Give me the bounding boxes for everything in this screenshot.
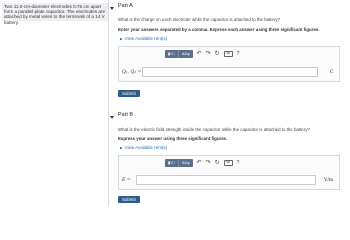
redo-icon[interactable]: ↷	[205, 51, 211, 57]
expand-hint-icon: ▶	[120, 37, 123, 41]
part-a-question: What is the charge on each electrode while the capacitor is attached to the battery?	[118, 17, 281, 22]
part-b-hint-link[interactable]	[120, 145, 167, 150]
part-a-template-group	[165, 50, 193, 58]
symbols-button[interactable]: ΑΣφ	[178, 50, 193, 58]
part-b-title[interactable]: Part B	[118, 112, 133, 118]
help-icon[interactable]: ?	[236, 160, 240, 166]
part-b-instruction: Express your answer using three significant figures.	[118, 136, 228, 141]
reset-icon[interactable]: ↻	[214, 160, 220, 166]
expand-hint-icon: ▶	[120, 146, 123, 150]
part-a-answer-input[interactable]	[142, 67, 318, 77]
part-a-math-toolbar	[165, 50, 239, 58]
symbols-button[interactable]: ΑΣφ	[178, 159, 193, 167]
part-a-submit-button[interactable]: Submit	[118, 90, 140, 97]
part-a-hint-link[interactable]	[120, 36, 167, 41]
redo-icon[interactable]: ↷	[205, 160, 211, 166]
part-a-hint-label: View Available Hint(s)	[124, 36, 168, 41]
part-b-variable-label: E =	[122, 178, 131, 183]
undo-icon[interactable]: ↶	[196, 160, 202, 166]
column-divider	[108, 0, 109, 206]
part-b-question: What is the electric field strength inside the capacitor while the capacitor is attached to the battery?	[118, 127, 310, 132]
collapse-part-b-icon[interactable]	[110, 116, 114, 119]
part-b-answer-input[interactable]	[136, 175, 316, 185]
part-a-instruction: Enter your answers separated by a comma. Express each answer using three significant figures.	[118, 27, 320, 32]
reset-icon[interactable]: ↻	[214, 51, 220, 57]
part-a-unit: C	[330, 70, 334, 75]
part-b-template-group	[165, 159, 193, 167]
templates-button[interactable]: ▮√□	[168, 160, 175, 165]
part-b-submit-button[interactable]: Submit	[118, 196, 140, 203]
help-icon[interactable]: ?	[236, 51, 240, 57]
problem-text: Two 11.0-cm-diameter electrodes 0.75 cm apart form a parallel-plate capacitor. The electrodes are attached by metal wires to the terminals of a 14 V battery.	[4, 4, 106, 25]
undo-icon[interactable]: ↶	[196, 51, 202, 57]
keyboard-icon[interactable]: ⌨	[224, 51, 233, 57]
part-a-title[interactable]: Part A	[118, 3, 133, 9]
collapse-part-a-icon[interactable]	[110, 7, 114, 10]
part-b-math-toolbar	[165, 159, 239, 167]
problem-statement	[2, 3, 108, 25]
part-b-unit: V/m	[324, 178, 334, 183]
part-a-variable-label: Q₁, Q₂ =	[122, 70, 142, 75]
templates-button[interactable]: ▮√□	[168, 51, 175, 56]
keyboard-icon[interactable]: ⌨	[224, 160, 233, 166]
part-b-hint-label: View Available Hint(s)	[124, 145, 168, 150]
